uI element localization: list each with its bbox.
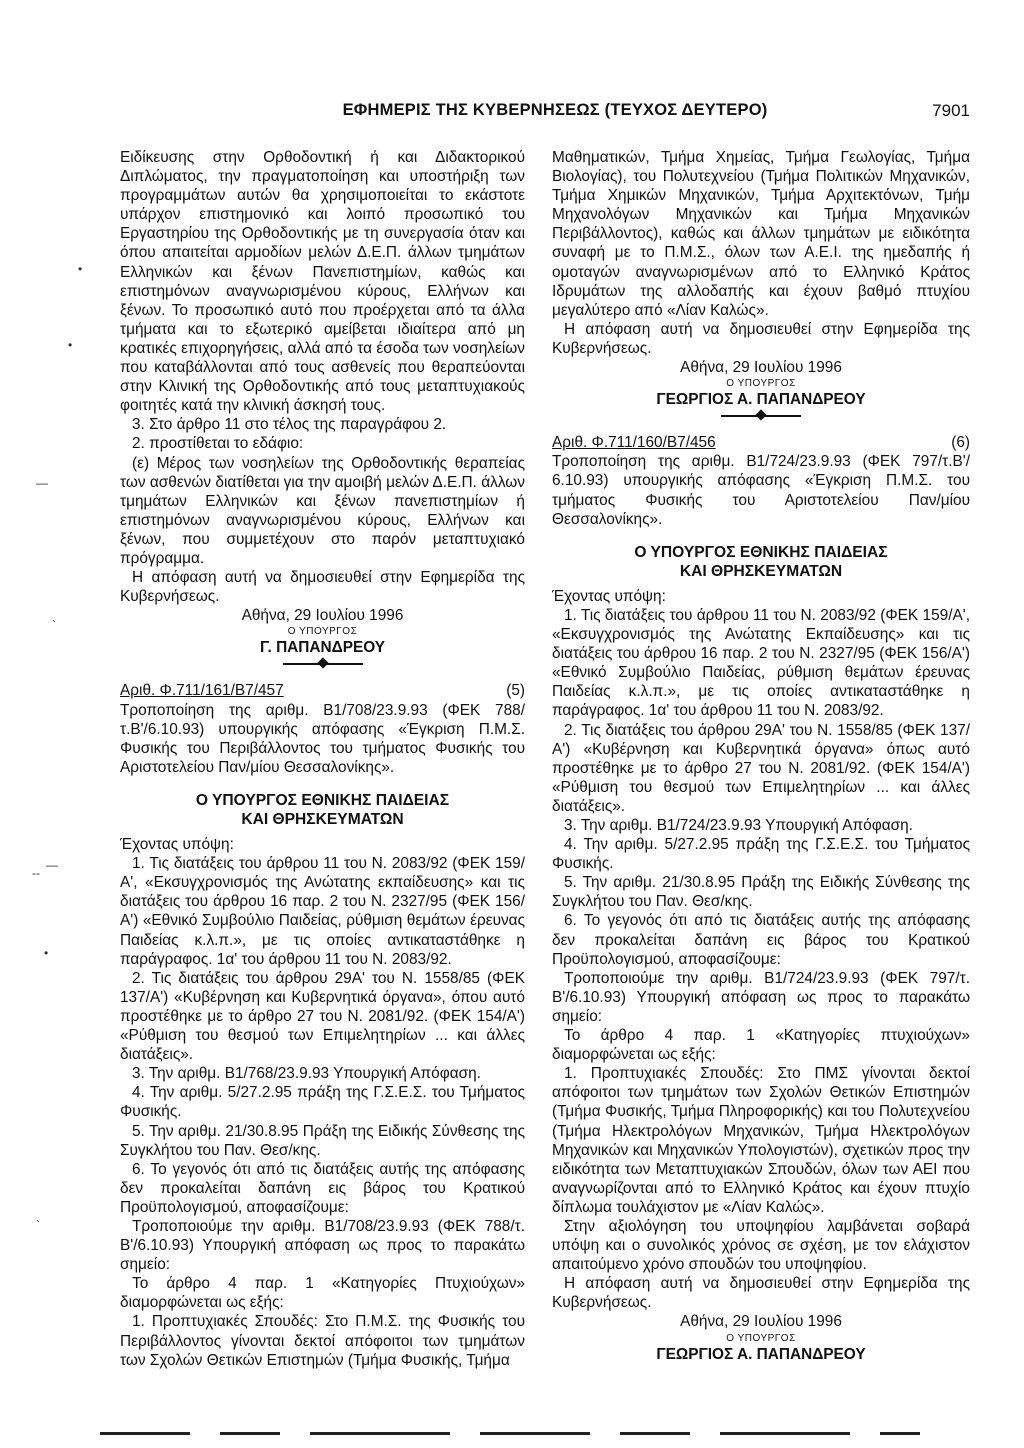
margin-mark: ` [52, 618, 56, 632]
authority-heading: Ο ΥΠΟΥΡΓΟΣ ΕΘΝΙΚΗΣ ΠΑΙΔΕΙΑΣ [195, 791, 450, 809]
right-column [552, 148, 970, 1364]
decision-date: Αθήνα, 29 Ιουλίου 1996 [680, 1313, 842, 1331]
section-separator [283, 659, 363, 669]
margin-mark: ` [36, 1218, 40, 1232]
paragraph: Η απόφαση αυτή να δημοσιευθεί στην Εφημερίδα της Κυβερνήσεως. [120, 569, 525, 606]
list-item: 5. Την αριθμ. 21/30.8.95 Πράξη της Ειδικής Σύνθεσης της Συγκλήτου του Παν. Θεσ/κης. [120, 1122, 525, 1159]
list-item: 4. Την αριθμ. 5/27.2.95 πράξη της Γ.Σ.Ε.Σ. του Τμήματος Φυσικής. [120, 1084, 525, 1121]
section-separator [721, 411, 801, 421]
decision-date: Αθήνα, 29 Ιουλίου 1996 [241, 607, 404, 625]
minister-label: Ο ΥΠΟΥΡΓΟΣ [726, 1332, 796, 1344]
paragraph: 3. Στο άρθρο 11 στο τέλος της παραγράφου 2. [132, 416, 447, 434]
decision-index: (5) [506, 682, 525, 700]
list-item: 6. Το γεγονός ότι από τις διατάξεις αυτής της απόφασης δεν προκαλείται δαπάνη εις βάρος του Κρατικού Προϋπολογισμού, αποφασίζουμε: [120, 1160, 525, 1216]
list-item: 2. Τις διατάξεις του άρθρου 29Α' του Ν. 1558/85 (ΦΕΚ 137/Α') «Κυβέρνηση και Κυβερνητικά όργανα», όπου αυτό προστέθηκε με το άρθρο 27 του Ν. 2081/92. (ΦΕΚ 154/Α') «Ρύθμιση του θεσμού των Επιμελητηρίων ... και άλλες διατάξεις». [120, 969, 525, 1064]
margin-mark: -- [32, 866, 40, 880]
margin-mark: • [44, 946, 49, 960]
decision-number: Αριθ. Φ.711/161/Β7/457 [120, 682, 284, 700]
paragraph: 2. προστίθεται το εδάφιο: [132, 435, 304, 453]
list-item: 3. Την αριθμ. Β1/768/23.9.93 Υπουργική Απόφαση. [132, 1065, 481, 1083]
minister-label: Ο ΥΠΟΥΡΓΟΣ [287, 626, 358, 638]
decision-reference [552, 433, 970, 452]
margin-mark: • [68, 338, 73, 352]
decision-subject: Τροποποίηση της αριθμ. Β1/708/23.9.93 (ΦΕΚ 788/τ.Β'/6.10.93) υπουργικής απόφασης «Έγκριση Π.Μ.Σ. Φυσικής του Περιβάλλοντος του τμήματος Φυσικής του Αριστοτελείου Παν/μίου Θεσσαλονίκης». [120, 701, 525, 776]
page-header [140, 101, 970, 125]
decision-subject: Τροποποίηση της αριθμ. Β1/724/23.9.93 (ΦΕΚ 797/τ.Β'/ 6.10.93) υπουργικής απόφασης «Έγκριση Π.Μ.Σ. του τμήματος Φυσικής του Αριστοτελείου Παν/μίου Θεσσαλονίκης». [552, 453, 970, 528]
list-item: 4. Την αριθμ. 5/27.2.95 πράξη της Γ.Σ.Ε.Σ. του Τμήματος Φυσικής. [552, 836, 970, 873]
paragraph: Ειδίκευσης στην Ορθοδοντική ή και Διδακτορικού Διπλώματος, την πραγματοποίηση και υποστήριξη των προγραμμάτων αυτών θα χρησιμοποιείται το εκάστοτε υπάρχον επιστημονικό και λοιπό προσωπικό του Εργαστηρίου της Ορθοδοντικής με τη συνεργασία όταν και όπου απαιτείται αρμοδίων μελών Δ.Ε.Π. άλλων τμημάτων Ελληνικών και ξένων Πανεπιστημίων, καθώς και επιστημόνων αναγνωρισμένου κύρους, Ελλήνων και ξένων. Το προσωπικό αυτό που προέρχεται από τα άλλα τμήματα και το εξωτερικό αμείβεται ιδιαίτερα από μη κρατικές επιχορηγήσεις, αλλά από τα έσοδα των νοσηλείων που καταβάλλονται από τους ασθενείς που θεραπεύονται στην Κλινική της Ορθοδοντικής από τους μεταπτυχιακούς φοιτητές κατά την κλινική άσκησή τους. [120, 149, 525, 415]
list-item: 2. Τις διατάξεις του άρθρου 29Α' του Ν. 1558/85 (ΦΕΚ 137/Α') «Κυβέρνηση και Κυβερνητικά όργανα» όπως αυτό προστέθηκε με το άρθρο 27 του Ν. 2081/92. (ΦΕΚ 154/Α') «Ρύθμιση του θεσμού των Επιμελητηρίων ... και άλλες διατάξεις». [552, 721, 970, 815]
signature: ΓΕΩΡΓΙΟΣ Α. ΠΑΠΑΝΔΡΕΟΥ [656, 391, 866, 409]
list-item: 1. Προπτυχιακές Σπουδές: Στο ΠΜΣ γίνονται δεκτοί απόφοιτοι των τμημάτων των Σχολών Θετικών Επιστημών (Τμήμα Φυσικής, Τμήμα Πληροφορικής) και του Πολυτεχνείου (Τμήμα Ηλεκτρολόγων Μηχανικών, Τμήμα Ηλεκτρολόγων Μηχανικών και Μηχανικών Υπολογιστών), σχετικών προς την ειδικότητα των Μεταπτυχιακών Σπουδών, όλων των ΑΕΙ που αναγνωρίζονται από το Ελληνικό Κράτος και έχουν πτυχίο δίπλωμα τουλάχιστον με «Λίαν Καλώς». [552, 1065, 970, 1216]
paragraph: Το άρθρο 4 παρ. 1 «Κατηγορίες πτυχιούχων» διαμορφώνεται ως εξής: [552, 1027, 970, 1064]
list-item: 1. Τις διατάξεις του άρθρου 11 του Ν. 2083/92 (ΦΕΚ 159/Α', «Εκσυγχρονισμός της Ανώτατης Εκπαίδευσης» και τις διατάξεις του άρθρου 16 παρ. 2 του Ν. 2327/95 (ΦΕΚ 156/Α') «Εθνικό Συμβούλιο Παιδείας, ρύθμιση θεμάτων έρευνας Παιδείας κ.λ.π.», με τις οποίες αντικαταστάθηκε η παράγραφος. 1α' του άρθρου 11 του Ν. 2083/92. [552, 606, 970, 720]
paragraph: Μαθηματικών, Τμήμα Χημείας, Τμήμα Γεωλογίας, Τμήμα Βιολογίας), του Πολυτεχνείου (Τμήμα Πολιτικών Μηχανικών, Τμήμα Χημικών Μηχανικών, Τμήμα Αρχιτεκτόνων, Τμήμ Μηχανολόγων Μηχανικών και Τμήμα Μηχανικών Περιβάλλοντος), καθώς και άλλων τμημάτων με ειδικότητα συναφή με το Π.Μ.Σ., όλων των Α.Ε.Ι. της ημεδαπής ή ομοταγών αναγνωρισμένων από το Ελληνικό Κράτος Ιδρυμάτων της αλλοδαπής και έχουν βαθμό πτυχίου μεγαλύτερο από «Λίαν Καλώς». [552, 149, 970, 319]
signature: Γ. ΠΑΠΑΝΔΡΕΟΥ [259, 639, 386, 657]
decision-date: Αθήνα, 29 Ιουλίου 1996 [680, 359, 842, 377]
decision-reference [120, 681, 525, 700]
decision-index: (6) [951, 434, 970, 452]
paragraph: Τροποποιούμε την αριθμ. Β1/724/23.9.93 (ΦΕΚ 797/τ. Β'/6.10.93) Υπουργική απόφαση ως προς το παρακάτω σημείο: [552, 969, 970, 1025]
paragraph: Έχοντας υπόψη: [552, 587, 666, 605]
paragraph: Έχοντας υπόψη: [120, 836, 234, 854]
paragraph: Η απόφαση αυτή να δημοσιευθεί στην Εφημερίδα της Κυβερνήσεως. [552, 1275, 970, 1312]
minister-label: Ο ΥΠΟΥΡΓΟΣ [726, 378, 796, 390]
list-item: 6. Το γεγονός ότι από τις διατάξεις αυτής της απόφασης δεν προκαλείται δαπάνη εις βάρος του Κρατικού Προϋπολογισμού, αποφασίζουμε: [552, 912, 970, 968]
margin-mark: — [36, 476, 48, 490]
page-number: 7901 [932, 101, 970, 120]
paragraph: Το άρθρο 4 παρ. 1 «Κατηγορίες Πτυχιούχων» διαμορφώνεται ως εξής: [120, 1275, 525, 1312]
left-column [120, 148, 525, 1370]
authority-heading: ΚΑΙ ΘΡΗΣΚΕΥΜΑΤΩΝ [679, 562, 843, 580]
paragraph: (ε) Μέρος των νοσηλείων της Ορθοδοντικής θεραπείας των ασθενών διατίθεται για την αμοιβή μελών Δ.Ε.Π. άλλων τμημάτων Ελληνικών και ξένων πανεπιστημίων ή επιστημόνων αναγνωρισμένου κύρους, Ελλήνων και ξένων, που συμμετέχουν στο παρόν μεταπτυχιακό πρόγραμμα. [120, 454, 525, 567]
list-item: 1. Τις διατάξεις του άρθρου 11 του Ν. 2083/92 (ΦΕΚ 159/Α', «Εκσυγχρονισμός της Ανώτατης εκπαίδευσης» και τις διατάξεις του άρθρου 16 παρ. 2 του Ν. 2327/95 (ΦΕΚ 156/Α') «Εθνικό Συμβούλιο Παιδείας, ρύθμιση θεμάτων έρευνας Παιδείας κ.λ.π.», με τις οποίες αντικαταστάθηκε η παράγραφος. 1α' του άρθρου 11 του Ν. 2083/92. [120, 855, 525, 968]
signature: ΓΕΩΡΓΙΟΣ Α. ΠΑΠΑΝΔΡΕΟΥ [656, 1345, 866, 1363]
margin-mark: — [46, 858, 58, 872]
gazette-title: ΕΦΗΜΕΡΙΣ ΤΗΣ ΚΥΒΕΡΝΗΣΕΩΣ (ΤΕΥΧΟΣ ΔΕΥΤΕΡΟ) [342, 101, 768, 119]
authority-heading: Ο ΥΠΟΥΡΓΟΣ ΕΘΝΙΚΗΣ ΠΑΙΔΕΙΑΣ [634, 543, 888, 561]
decision-number: Αριθ. Φ.711/160/Β7/456 [552, 434, 716, 452]
authority-heading: ΚΑΙ ΘΡΗΣΚΕΥΜΑΤΩΝ [241, 811, 404, 828]
list-item: 3. Την αριθμ. Β1/724/23.9.93 Υπουργική Απόφαση. [564, 817, 913, 834]
paragraph: Η απόφαση αυτή να δημοσιευθεί στην Εφημερίδα της Κυβερνήσεως. [552, 320, 970, 357]
bottom-scan-rule [100, 1430, 920, 1436]
margin-mark: • [78, 262, 83, 276]
list-item: 5. Την αριθμ. 21/30.8.95 Πράξη της Ειδικής Σύνθεσης της Συγκλήτου του Παν. Θεσ/κης. [552, 874, 970, 911]
paragraph: 1. Προπτυχιακές Σπουδές: Στο Π.Μ.Σ. της Φυσικής του Περιβάλλοντος γίνονται δεκτοί απόφοιτοι των τμημάτων των Σχολών Θετικών Επιστημών (Τμήμα Φυσικής, Τμήμα [120, 1313, 525, 1369]
paragraph: Στην αξιολόγηση του υποψηφίου λαμβάνεται σοβαρά υπόψη και ο συνολικός χρόνος σε σχέση, με τον ελάχιστον απαιτούμενο χρόνο σπουδών του υποψηφίου. [552, 1217, 970, 1274]
paragraph: Τροποποιούμε την αριθμ. Β1/708/23.9.93 (ΦΕΚ 788/τ. Β'/6.10.93) Υπουργική απόφαση ως προς το παρακάτω σημείο: [120, 1217, 525, 1274]
